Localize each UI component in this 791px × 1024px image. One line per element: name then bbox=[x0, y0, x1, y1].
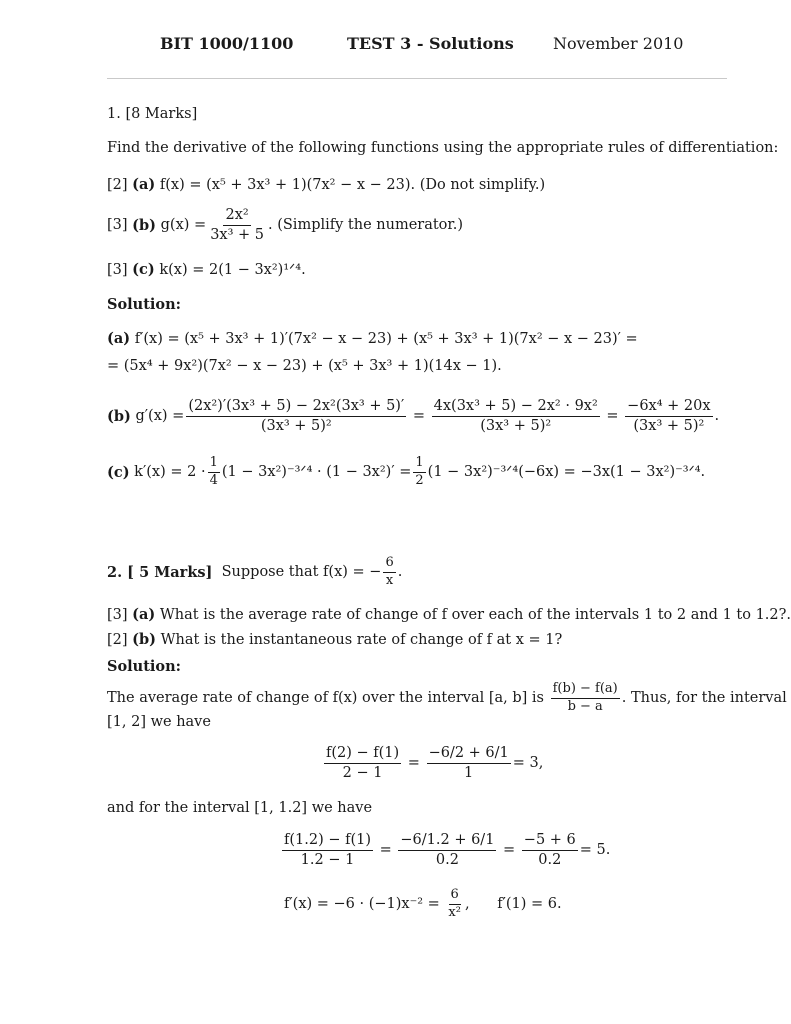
q2a-marks: [3] bbox=[107, 607, 128, 623]
sol-b-frac3-num: −6x⁴ + 20x bbox=[625, 398, 712, 417]
q2-eq2-num: f(1.2) − f(1) bbox=[282, 832, 373, 851]
header-rule bbox=[107, 78, 727, 79]
q1b-den: 3x³ + 5 bbox=[210, 226, 264, 243]
sol-c bbox=[107, 456, 705, 489]
q1b-lhs: g(x) = bbox=[160, 217, 207, 234]
q2-eq1-mid bbox=[427, 745, 511, 781]
q2-deriv-num: 6 bbox=[449, 888, 461, 905]
q1a-marks: [2] bbox=[107, 177, 128, 193]
q2-f-num: 6 bbox=[383, 556, 395, 573]
q2-derivative bbox=[284, 888, 562, 921]
q2-deriv-tail: , f′(1) = 6. bbox=[464, 896, 562, 913]
q1-title: 1. [8 Marks] bbox=[107, 106, 198, 122]
q2-avg-line bbox=[107, 682, 787, 715]
q2-avg-den: b − a bbox=[567, 698, 603, 714]
q2-eq1-mid-den: 1 bbox=[464, 764, 474, 781]
q2-f-den: x bbox=[385, 572, 394, 588]
sol-b-frac1 bbox=[186, 398, 406, 434]
sol-a-label: (a) bbox=[107, 330, 131, 347]
q2-eq2-r-num: −5 + 6 bbox=[522, 832, 578, 851]
q2-part-b bbox=[107, 631, 562, 648]
q2-eq2-lhs bbox=[282, 832, 373, 868]
q2-eq2-den: 1.2 − 1 bbox=[300, 851, 355, 868]
q2a-label: (a) bbox=[132, 606, 156, 623]
q2-avg-frac bbox=[551, 682, 620, 715]
q1-part-a bbox=[107, 176, 545, 193]
q1-solution-title: Solution: bbox=[107, 296, 181, 313]
q2-eq2-right bbox=[522, 832, 578, 868]
sol-b-lhs: g′(x) = bbox=[135, 408, 185, 425]
test-title: TEST 3 - Solutions bbox=[347, 34, 514, 53]
q1b-num: 2x² bbox=[223, 207, 250, 226]
q1a-label: (a) bbox=[132, 176, 156, 193]
q2-deriv-den: x² bbox=[448, 904, 461, 920]
sol-a-line1 bbox=[107, 330, 638, 347]
q1c-label: (c) bbox=[132, 261, 155, 278]
q2-eq2-mid-num: −6/1.2 + 6/1 bbox=[398, 832, 496, 851]
sol-b-frac3 bbox=[625, 398, 712, 434]
q1b-marks: [3] bbox=[107, 217, 128, 234]
q2-eq2-mid bbox=[398, 832, 496, 868]
sol-b-frac1-den: (3x³ + 5)² bbox=[260, 417, 332, 434]
sol-c-frac2-den: 2 bbox=[415, 472, 424, 488]
sol-a-expr1: f′(x) = (x⁵ + 3x³ + 1)′(7x² − x − 23) + (x⁵ + 3x³ + 1)(7x² − x − 23)′ = bbox=[134, 331, 638, 347]
q2-avg-text: The average rate of change of f(x) over the interval [a, b] is bbox=[107, 690, 544, 707]
sol-c-frac2-num: 1 bbox=[413, 456, 425, 473]
q2-suppose: Suppose that f(x) = − bbox=[221, 564, 382, 581]
sol-b-frac2-num: 4x(3x³ + 5) − 2x² · 9x² bbox=[432, 398, 600, 417]
q1c-marks: [3] bbox=[107, 262, 128, 278]
q2b-text: What is the instantaneous rate of change of f at x = 1? bbox=[160, 632, 563, 648]
sol-c-frac2 bbox=[413, 456, 425, 489]
sol-c-end: (1 − 3x²)⁻³ᐟ⁴(−6x) = −3x(1 − 3x²)⁻³ᐟ⁴. bbox=[427, 464, 706, 481]
q2-interval2: and for the interval [1, 1.2] we have bbox=[107, 800, 373, 816]
sol-c-mid: (1 − 3x²)⁻³ᐟ⁴ · (1 − 3x²)′ = bbox=[221, 464, 412, 481]
q2-part-a bbox=[107, 606, 791, 623]
q2b-label: (b) bbox=[132, 631, 157, 648]
q2b-marks: [2] bbox=[107, 632, 128, 648]
sol-c-frac1 bbox=[208, 456, 220, 489]
course-code: BIT 1000/1100 bbox=[160, 34, 294, 53]
q2-eq1-den: 2 − 1 bbox=[342, 764, 383, 781]
q2-eq2-r-den: 0.2 bbox=[538, 851, 562, 868]
sol-b-label: (b) bbox=[107, 407, 131, 425]
q1b-fraction bbox=[208, 207, 266, 243]
q1-part-b bbox=[107, 207, 463, 243]
sol-b-frac2-den: (3x³ + 5)² bbox=[480, 417, 552, 434]
sol-c-label: (c) bbox=[107, 463, 130, 481]
sol-c-frac1-den: 4 bbox=[209, 472, 218, 488]
sol-c-lhs: k′(x) = 2 · bbox=[134, 464, 206, 481]
q2-avg-tail: . Thus, for the interval bbox=[621, 690, 787, 707]
q2-deriv-frac bbox=[446, 888, 463, 921]
q2-deriv-lhs: f′(x) = −6 · (−1)x⁻² = bbox=[284, 896, 440, 913]
sol-b: (b) g′(x) = $\frac{\text{(2x²)′(3x³ + 5) − 2x²(3x³ + 5)′}}{\text{(3x³ + 5)²}}$ = $\frac{\text{4x(3x³ + 5) − 2x² · 9x²}}{\text{(3x³ + 5)²}}$ = $\frac{\text{−6x⁴ + 20x}}{\text{(3x³ + 5)²}}$ . bbox=[107, 398, 720, 434]
q1-part-c bbox=[107, 261, 306, 278]
q2-header: 2. [ 5 Marks] Suppose that f(x) = − $\frac{6}{x}$ . bbox=[107, 555, 403, 588]
q2-eq1: $\frac{f(2) - f(1)}{2 - 1}$ = $\frac{-6/2 + 6/1}{1}$ = 3, bbox=[326, 745, 544, 781]
q2-eq2: $\frac{f(1.2) - f(1)}{1.2 - 1}$ = $\frac{-6/1.2 + 6/1}{0.2}$ = $\frac{-5 + 6}{0.2}$ = 5. bbox=[284, 832, 611, 868]
sol-c-frac1-num: 1 bbox=[208, 456, 220, 473]
q2-title: 2. [ 5 Marks] bbox=[107, 563, 213, 581]
sol-a-line2: = (5x⁴ + 9x²)(7x² − x − 23) + (x⁵ + 3x³ + 1)(14x − 1). bbox=[107, 358, 502, 374]
q2a-text: What is the average rate of change of f over each of the intervals 1 to 2 and 1 to 1.2?. bbox=[159, 607, 791, 623]
q1b-label: (b) bbox=[132, 216, 157, 234]
sol-b-frac1-num: (2x²)′(3x³ + 5) − 2x²(3x³ + 5)′ bbox=[186, 398, 406, 417]
q2-eq1-result: = 3, bbox=[512, 755, 544, 772]
q2-avg-line2: [1, 2] we have bbox=[107, 714, 211, 730]
q2-solution-title: Solution: bbox=[107, 658, 181, 675]
sol-b-frac2 bbox=[432, 398, 600, 434]
q2-eq1-mid-num: −6/2 + 6/1 bbox=[427, 745, 511, 764]
q1-intro: Find the derivative of the following functions using the appropriate rules of differentiation: bbox=[107, 140, 779, 156]
q2-eq2-mid-den: 0.2 bbox=[435, 851, 459, 868]
q2-eq1-num: f(2) − f(1) bbox=[324, 745, 401, 764]
q2-eq1-lhs bbox=[324, 745, 401, 781]
q2-f-frac bbox=[383, 556, 395, 589]
sol-b-frac3-den: (3x³ + 5)² bbox=[633, 417, 705, 434]
test-date: November 2010 bbox=[553, 34, 684, 53]
q1c-expr: k(x) = 2(1 − 3x²)¹ᐟ⁴. bbox=[159, 262, 306, 278]
q2-avg-num: f(b) − f(a) bbox=[551, 682, 620, 699]
q1a-expr: f(x) = (x⁵ + 3x³ + 1)(7x² − x − 23). (Do not simplify.) bbox=[159, 177, 546, 193]
q2-eq2-result: = 5. bbox=[579, 842, 611, 859]
q1b-note: . (Simplify the numerator.) bbox=[268, 217, 464, 234]
